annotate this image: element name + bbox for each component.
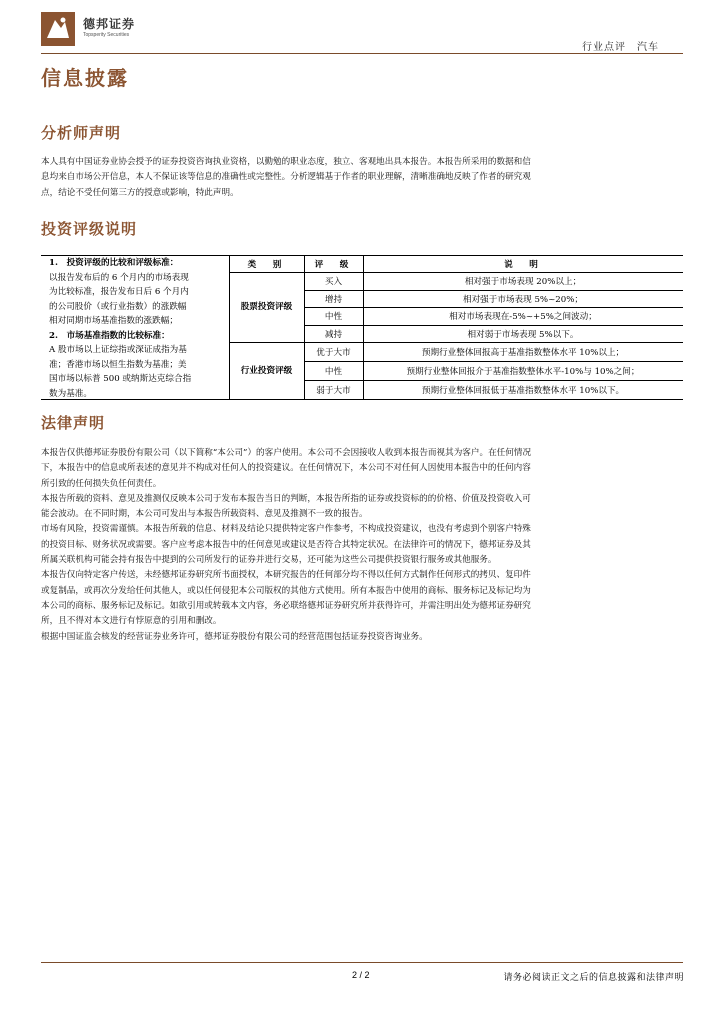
logo-text-cn: 德邦证券	[83, 17, 136, 31]
legal-line: 本报告仅向特定客户传送，未经德邦证券研究所书面授权，本研究报告的任何部分均不得以任何方式制作任何形式的拷贝、复印件	[41, 570, 531, 581]
legal-line: 所，且不得对本文进行有悖原意的引用和删改。	[41, 616, 222, 627]
brand-logo	[41, 12, 181, 46]
analyst-line: 本人具有中国证券业协会授予的证券投资咨询执业资格，以勤勉的职业态度，独立、客观地出具本报告。本报告所采用的数据和信	[41, 157, 531, 167]
legal-line: 下，本报告中的信息或所表述的意见并不构成对任何人的投资建议。在任何情况下，本公司不对任何人因使用本报告中的任何内容	[41, 463, 531, 474]
col-header-category: 类 别	[247, 260, 286, 270]
criteria-line: 2. 市场基准指数的比较标准：	[49, 330, 170, 341]
criteria-line: 的公司股价（或行业指数）的涨跌幅	[49, 301, 187, 312]
analyst-paragraph	[41, 155, 681, 201]
industry-rating-category: 行业投资评级	[240, 365, 293, 376]
stock-rating-desc: 相对强于市场表现 5%~20%；	[462, 294, 583, 305]
stock-rating: 增持	[324, 294, 343, 305]
stock-rating-desc: 相对弱于市场表现 5%以下。	[467, 329, 579, 340]
legal-line: 所引致的任何损失负任何责任。	[41, 478, 162, 489]
rating-criteria	[41, 256, 229, 399]
logo-mark-icon	[41, 12, 75, 46]
legal-heading: 法律声明	[41, 414, 106, 432]
industry-rating-desc: 预期行业整体回报高于基准指数整体水平 10%以上；	[421, 347, 625, 358]
header-divider	[41, 53, 683, 54]
report-category: 行业点评 汽车	[582, 42, 659, 53]
stock-rating: 买入	[324, 277, 343, 287]
legal-line: 市场有风险，投资需谨慎。本报告所载的信息、材料及结论只提供特定客户作参考，不构成投资建议，也没有考虑到个别客户特殊	[41, 524, 531, 535]
industry-rating: 中性	[324, 366, 343, 377]
analyst-line: 息均来自市场公开信息，本人不保证该等信息的准确性或完整性。分析逻辑基于作者的职业理解，清晰准确地反映了作者的研究观	[41, 172, 531, 183]
industry-rating-desc: 预期行业整体回报低于基准指数整体水平 10%以下。	[421, 385, 625, 396]
legal-line: 根据中国证监会核发的经营证券业务许可，德邦证券股份有限公司的经营范围包括证券投资咨询业务。	[41, 631, 428, 642]
criteria-line: 1. 投资评级的比较和评级标准：	[49, 258, 179, 268]
criteria-line: 数为基准。	[49, 388, 92, 399]
legal-line: 本报告所载的资料、意见及推测仅反映本公司于发布本报告当日的判断，本报告所指的证券或投资标的的价格、价值及投资收入可	[41, 493, 531, 504]
criteria-line: 以报告发布后的 6 个月内的市场表现	[49, 272, 189, 283]
criteria-line: 为比较标准，报告发布日后 6 个月内	[49, 287, 189, 297]
criteria-line: A 股市场以上证综指或深证成指为基	[49, 345, 187, 355]
stock-rating-desc: 相对强于市场表现 20%以上；	[464, 277, 582, 287]
criteria-line: 国市场以标普 500 或纳斯达克综合指	[49, 374, 192, 384]
legal-line: 本报告仅供德邦证券股份有限公司（以下简称“本公司”）的客户使用。本公司不会因接收人收到本报告而视其为客户。在任何情况	[41, 448, 532, 458]
industry-rating-desc: 预期行业整体回报介于基准指数整体水平-10%与 10%之间；	[406, 366, 640, 377]
stock-rating: 减持	[324, 329, 343, 340]
stock-rating-desc: 相对市场表现在-5%~+5%之间波动；	[449, 312, 597, 322]
stock-rating: 中性	[324, 312, 343, 322]
legal-line: 所属关联机构可能会持有报告中提到的公司所发行的证券并进行交易，还可能为这些公司提供投资银行服务或其他服务。	[41, 555, 497, 566]
analyst-line: 点，结论不受任何第三方的授意或影响，特此声明。	[41, 187, 239, 198]
page-title: 信息披露	[41, 66, 129, 90]
legal-line: 能会波动。在不同时期，本公司可发出与本报告所载资料、意见及推测不一致的报告。	[41, 509, 368, 520]
footer-note: 请务必阅读正文之后的信息披露和法律声明	[503, 973, 684, 983]
page-number: 2 / 2	[352, 970, 370, 980]
industry-rating: 弱于大市	[316, 385, 351, 396]
analyst-heading: 分析师声明	[41, 124, 122, 142]
table-vline	[229, 256, 230, 399]
logo-text-en: Topsperity Securities	[83, 32, 130, 38]
rating-table	[41, 255, 683, 400]
criteria-line: 准；香港市场以恒生指数为基准；美	[49, 359, 187, 370]
legal-line: 或复制品，或再次分发给任何其他人，或以任何侵犯本公司版权的其他方式使用。所有本报告中使用的商标、服务标记及标记均为	[41, 585, 531, 596]
criteria-line: 相对同期市场基准指数的涨跌幅；	[49, 316, 178, 326]
stock-rating-category: 股票投资评级	[240, 302, 293, 312]
legal-line: 的投资目标、财务状况或需要。客户应考虑本报告中的任何意见或建议是否符合其特定状况。在法律许可的情况下，德邦证券及其	[41, 539, 531, 550]
col-header-rating: 评 级	[314, 260, 353, 270]
legal-paragraph	[41, 446, 681, 645]
legal-line: 本公司的商标、服务标记及标记。如欲引用或转载本文内容，务必联络德邦证券研究所并获得许可，并需注明出处为德邦证券研究	[41, 600, 531, 611]
footer-divider	[41, 962, 683, 963]
rating-heading: 投资评级说明	[41, 220, 138, 238]
industry-rating: 优于大市	[316, 347, 351, 358]
col-header-description: 说 明	[504, 260, 542, 270]
